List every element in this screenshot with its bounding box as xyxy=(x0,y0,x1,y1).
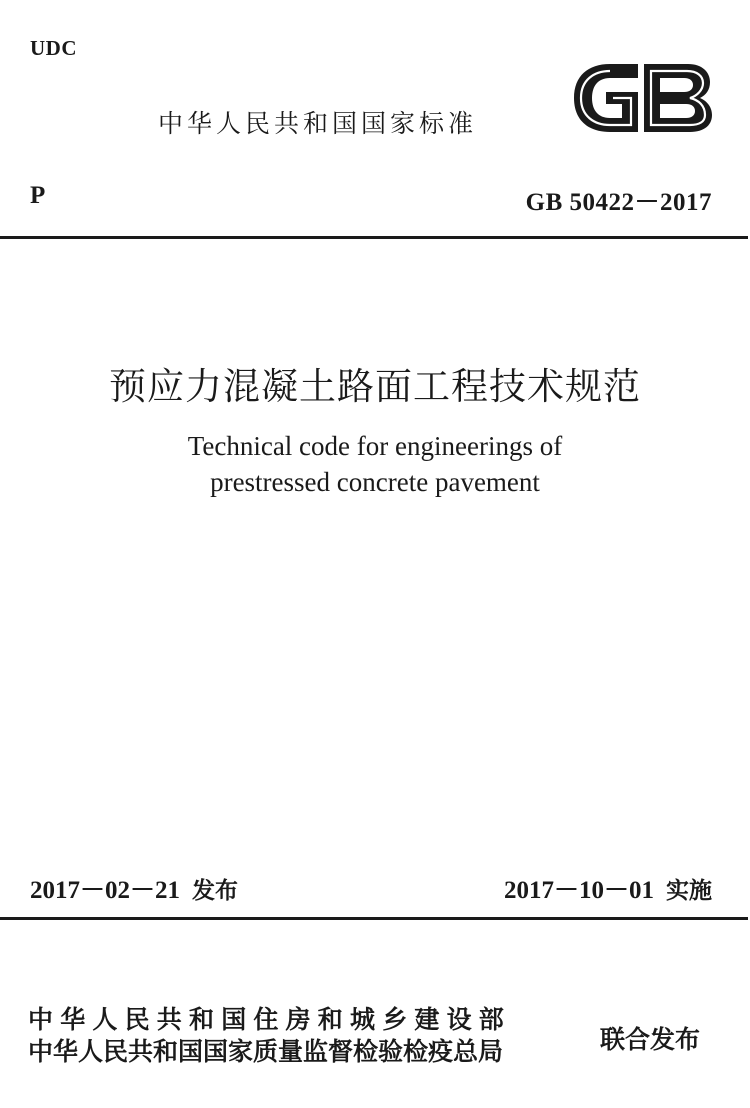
title-english xyxy=(0,428,750,500)
national-standard-heading: 中华人民共和国国家标准 xyxy=(158,109,478,138)
udc-label: UDC xyxy=(30,36,77,60)
title-english-line1: Technical code for engineerings of xyxy=(187,431,563,461)
issue-date: 2017－02－21 xyxy=(30,877,181,904)
publishers-block xyxy=(28,1004,511,1068)
title-chinese: 预应力混凝土路面工程技术规范 xyxy=(109,365,641,408)
implementation-label: 实施 xyxy=(666,878,712,904)
title-english-line2: prestressed concrete pavement xyxy=(210,467,540,497)
implementation-date-row xyxy=(504,870,712,906)
publisher-aqsiq: 中华人民共和国国家质量监督检验检疫总局 xyxy=(28,1037,504,1066)
implementation-date: 2017－10－01 xyxy=(503,877,654,904)
top-divider xyxy=(0,236,748,239)
issue-label: 发布 xyxy=(192,878,239,904)
issue-date-row xyxy=(30,870,238,906)
bottom-divider xyxy=(0,917,748,920)
gb-logo-icon xyxy=(570,62,714,134)
category-code: P xyxy=(30,182,46,209)
joint-issue-label: 联合发布 xyxy=(600,1025,701,1054)
publisher-mohurd: 中华人民共和国住房和城乡建设部 xyxy=(28,1005,512,1034)
standard-number: GB 50422－2017 xyxy=(525,189,712,216)
